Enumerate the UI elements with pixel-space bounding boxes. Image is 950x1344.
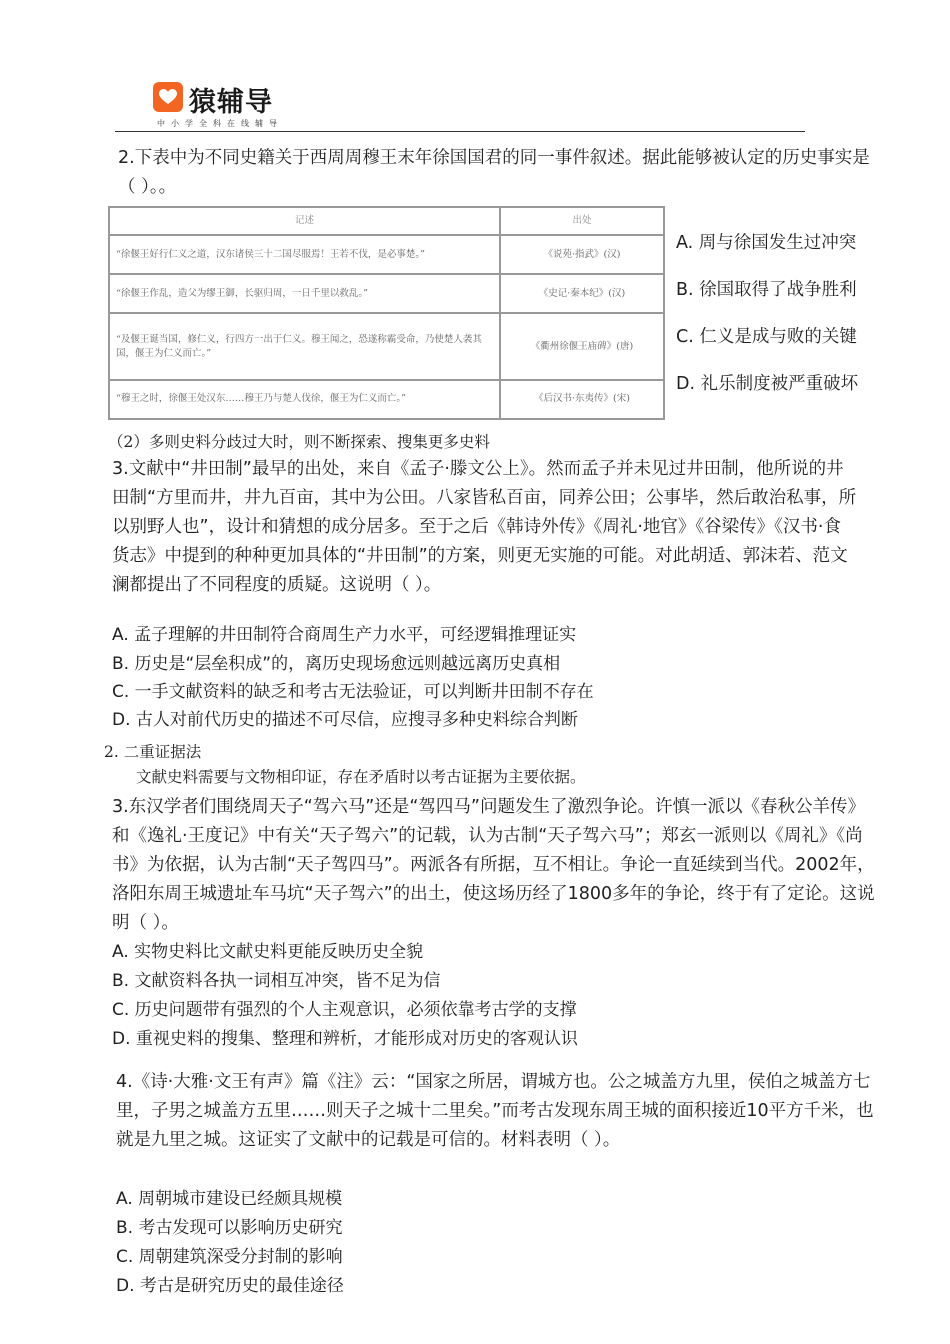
table-cell-record: “徐偃王作乱，造父为缪王御，长驱归周，一日千里以救乱。” [109,274,500,313]
question-2-stem: 2.下表中为不同史籍关于西周周穆王末年徐国国君的同一事件叙述。据此能够被认定的历史事实是（ ）。。 [118,148,870,197]
section-title-2: 2. 二重证据法 [104,743,202,761]
header-divider [115,131,805,132]
table-cell-record: “徐偃王好行仁义之道，汉东诸侯三十二国尽服焉！王若不伐，是必事楚。” [109,235,500,274]
option-c: C. 历史问题带有强烈的个人主观意识，必须依靠考古学的支撑 [112,1000,577,1020]
option-a: A. 实物史料比文献史料更能反映历史全貌 [112,942,424,962]
table-header-row [109,207,664,235]
source-table [108,206,665,420]
table-row [109,380,664,419]
section-note-1: （2）多则史料分歧过大时，则不断探索、搜集更多史料 [108,433,490,451]
table-row [109,274,664,313]
option-b: B. 文献资料各执一词相互冲突，皆不足为信 [112,971,441,991]
option-a: A. 周朝城市建设已经颇具规模 [116,1189,343,1209]
option-b: B. 历史是“层垒积成”的，离历史现场愈远则越远离历史真相 [112,654,561,674]
question-2-options [676,232,948,420]
question-4-stem: 4.《诗·大雅·文王有声》篇《注》云：“国家之所居，谓城方也。公之城盖方九里，侯伯之城盖方七里，子男之城盖方五里……则天子之城十二里矣。”而考古发现东周王城的面积接近10平方千米，也就是九里之城。这证实了文献中的记载是可信的。材料表明（ ）。 [116,1072,874,1150]
table-cell-record: “及偃王诞当国，修仁义，行四方一出于仁义。穆王闻之，恐遂称霸受命，乃使楚人袭其国，偃王为仁义而亡。” [109,313,500,380]
question-3b-stem: 3.东汉学者们围绕周天子“驾六马”还是“驾四马”问题发生了激烈争论。许慎一派以《春秋公羊传》和《逸礼·王度记》中有关“天子驾六”的记载，认为古制“天子驾六马”；郑玄一派则以《周礼》《尚书》为依据，认为古制“天子驾四马”。两派各有所据，互不相让。争论一直延续到当代。2002年，洛阳东周王城遗址车马坑“天子驾六”的出土，使这场历经了1800多年的争论，终于有了定论。这说明（ ）。 [112,797,875,933]
option-d: D. 礼乐制度被严重破坏 [676,374,859,394]
option-d: D. 古人对前代历史的描述不可尽信，应搜寻多种史料综合判断 [112,710,578,730]
table-cell-source: 《衢州徐偃王庙碑》(唐) [500,313,664,380]
table-cell-source: 《后汉书·东夷传》(宋) [500,380,664,419]
table-cell-record: “穆王之时，徐偃王处汉东……穆王乃与楚人伐徐，偃王为仁义而亡。” [109,380,500,419]
table-header: 记述 [109,207,500,235]
option-c: C. 周朝建筑深受分封制的影响 [116,1247,343,1267]
heart-icon [159,89,177,105]
table-cell-source: 《史记·秦本纪》(汉) [500,274,664,313]
option-b: B. 考古发现可以影响历史研究 [116,1218,343,1238]
option-d: D. 重视史料的搜集、整理和辨析，才能形成对历史的客观认识 [112,1029,578,1049]
option-c: C. 一手文献资料的缺乏和考古无法验证，可以判断井田制不存在 [112,682,594,702]
table-row [109,313,664,380]
option-b: B. 徐国取得了战争胜利 [676,280,857,300]
logo-badge [153,82,183,112]
table-header: 出处 [500,207,664,235]
table-cell-source: 《说苑·指武》(汉) [500,235,664,274]
table-row [109,235,664,274]
option-d: D. 考古是研究历史的最佳途径 [116,1276,344,1296]
question-3a-stem: 3.文献中“井田制”最早的出处，来自《孟子·滕文公上》。然而孟子并未见过井田制，他所说的井田制“方里而井，井九百亩，其中为公田。八家皆私百亩，同养公田；公事毕，然后敢治私事，所以别野人也”，设计和猜想的成分居多。至于之后《韩诗外传》《周礼·地官》《谷梁传》《汉书·食货志》中提到的种种更加具体的“井田制”的方案，则更无实施的可能。对此胡适、郭沫若、范文澜都提出了不同程度的质疑。这说明（ ）。 [112,459,857,595]
option-a: A. 孟子理解的井田制符合商周生产力水平，可经逻辑推理证实 [112,625,577,645]
option-a: A. 周与徐国发生过冲突 [676,233,857,253]
logo-name: 猿辅导 [189,87,273,118]
option-c: C. 仁义是成与败的关键 [676,327,857,347]
section-desc-2: 文献史料需要与文物相印证，存在矛盾时以考古证据为主要依据。 [136,768,586,786]
logo-tagline: 中小学全科在线辅导 [157,119,283,128]
